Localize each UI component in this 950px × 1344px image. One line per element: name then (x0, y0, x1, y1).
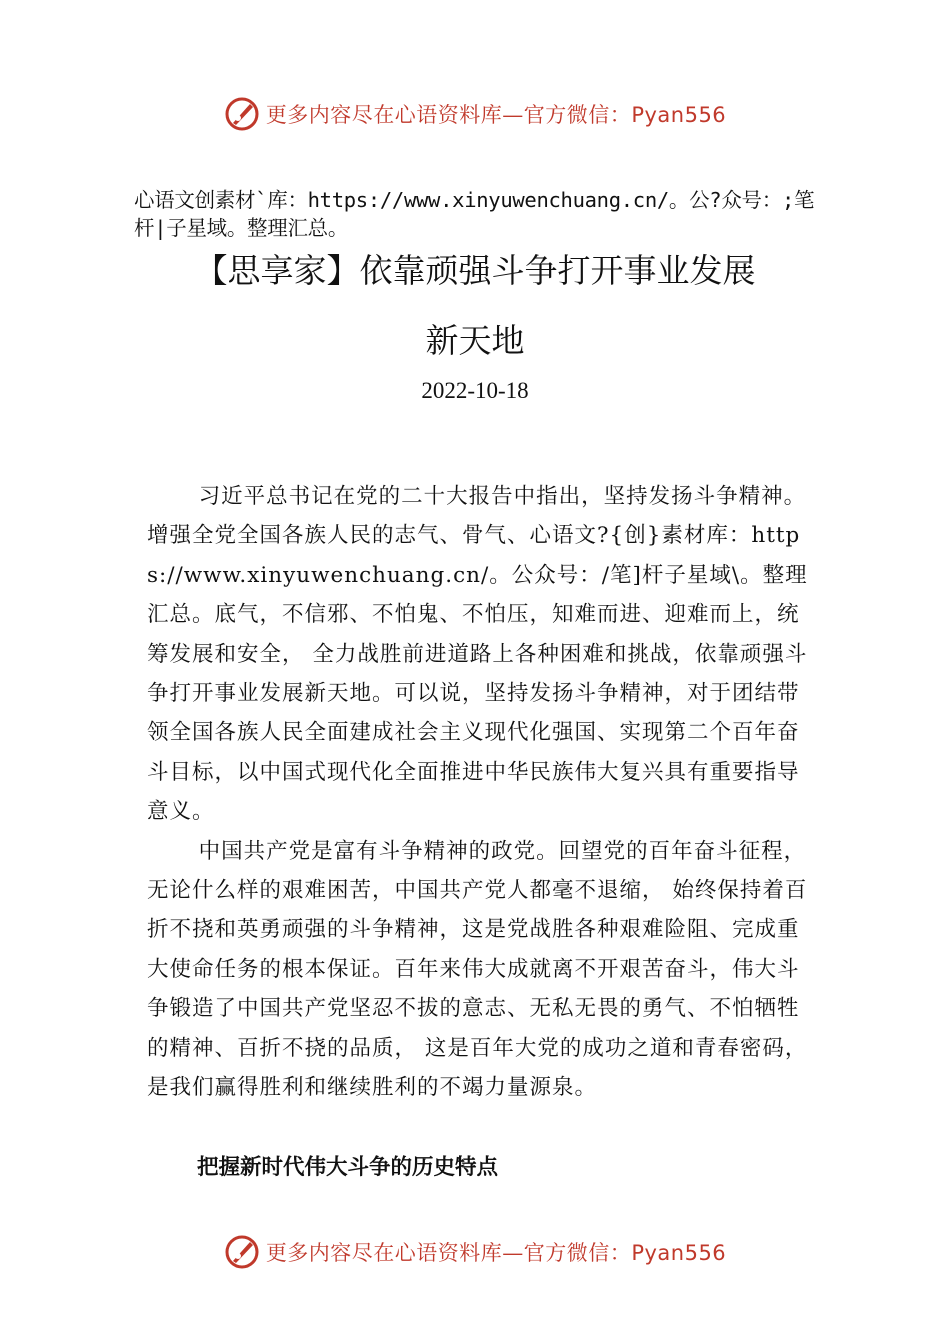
source-note: 心语文创素材`库：https://www.xinyuwenchuang.cn/。公?众号：;笔杆|子星域。整理汇总。 (134, 188, 815, 240)
pen-seal-logo-icon (224, 1234, 260, 1270)
article-title-continued: 新天地 (425, 321, 525, 360)
header-banner (0, 94, 950, 134)
article-body (147, 477, 817, 1108)
section-heading: 把握新时代伟大斗争的历史特点 (197, 1155, 499, 1180)
paragraph: 中国共产党是富有斗争精神的政党。回望党的百年奋斗征程，无论什么样的艰难困苦，中国共产党人都毫不退缩， 始终保持着百折不挠和英勇顽强的斗争精神，这是党战胜各种艰难险阻、完成重大使命任务的根本保证。百年来伟大成就离不开艰苦奋斗，伟大斗争锻造了中国共产党坚忍不拔的意志、无私无畏的勇气、不怕牺牲的精神、百折不挠的品质， 这是百年大党的成功之道和青春密码，是我们赢得胜利和继续胜利的不竭力量源泉。 (147, 838, 808, 1101)
banner-text: 更多内容尽在心语资料库—官方微信：Pyan556 (265, 103, 727, 127)
article-date: 2022-10-18 (421, 378, 529, 403)
banner-text: 更多内容尽在心语资料库—官方微信：Pyan556 (265, 1241, 727, 1265)
pen-seal-logo-icon (224, 96, 260, 132)
footer-banner (0, 1232, 950, 1272)
paragraph: 习近平总书记在党的二十大报告中指出，坚持发扬斗争精神。增强全党全国各族人民的志气、骨气、心语文?{创}素材库：https://www.xinyuwenchuang.cn/。公众号：/笔]杆子星域\。整理汇总。底气，不信邪、不怕鬼、不怕压，知难而进、迎难而上，统筹发展和安全， 全力战胜前进道路上各种困难和挑战，依靠顽强斗争打开事业发展新天地。可以说，坚持发扬斗争精神，对于团结带领全国各族人民全面建成社会主义现代化强国、实现第二个百年奋斗目标，以中国式现代化全面推进中华民族伟大复兴具有重要指导意义。 (147, 484, 808, 825)
article-title: 【思享家】依靠顽强斗争打开事业发展 (194, 251, 756, 290)
